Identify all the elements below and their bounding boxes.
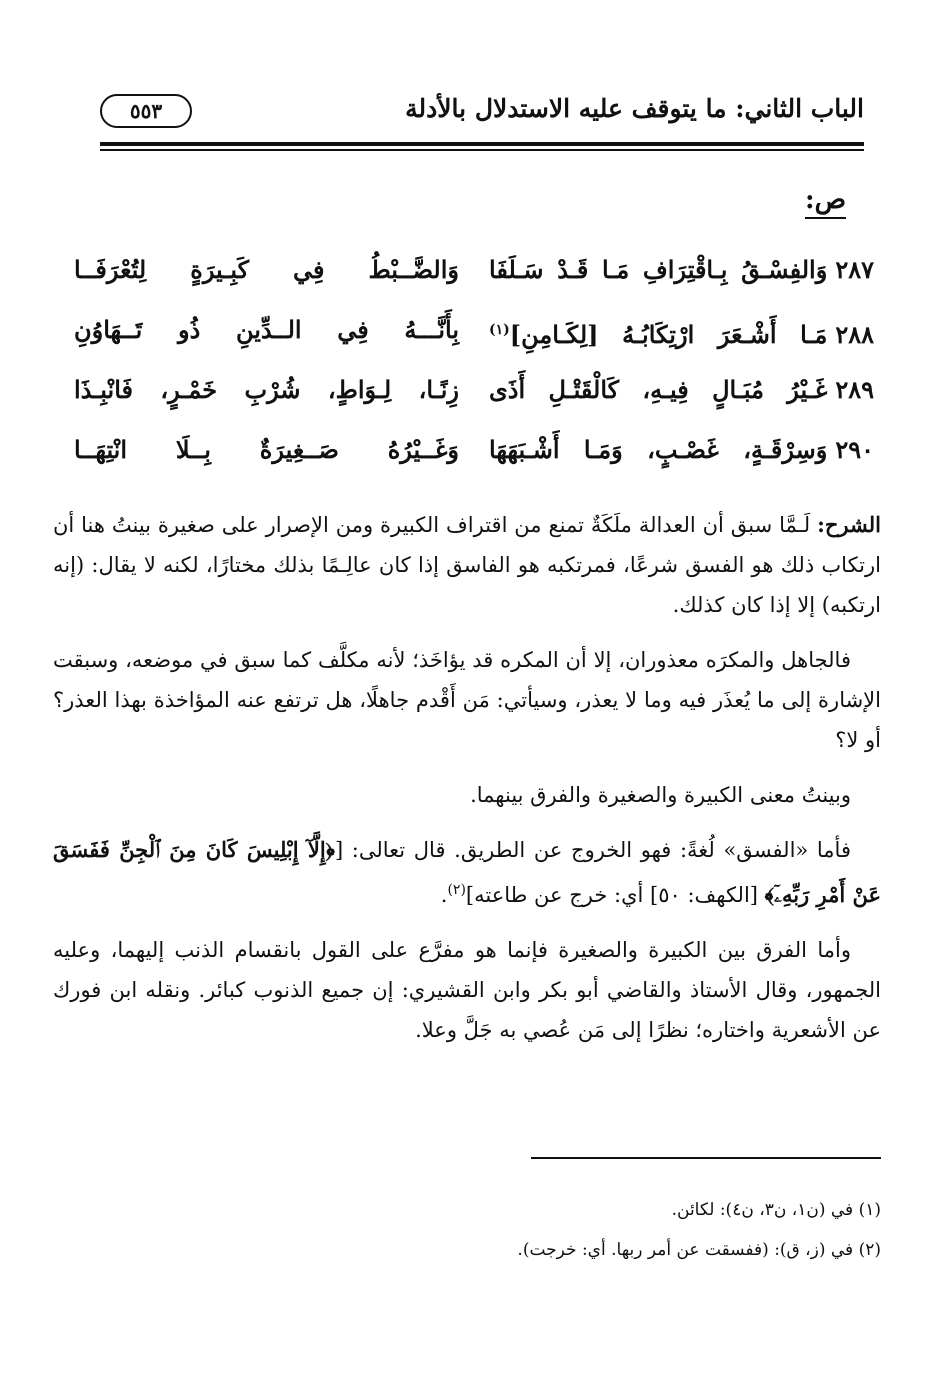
verse-block: [74, 250, 874, 490]
footnote: (١) في (ن١، ن٣، ن٤): لكائن.: [671, 1200, 881, 1220]
paragraph: فالجاهل والمكرَه معذوران، إلا أن المكره قد يؤاخَذ؛ لأنه مكلَّف كما سبق في موضعه، وسبقت الإشارة إلى ما يُعذَر فيه وما لا يعذر، وسيأتي: مَن أَقْدم جاهلًا، هل ترتفع عنه المؤاخذة بهذا العذر؟ أو لا؟: [53, 648, 881, 752]
verse-row: [74, 370, 874, 430]
header-rule-thin: [100, 149, 864, 151]
paragraph-text: لَـمَّا سبق أن العدالة ملَكَةٌ تمنع من اقتراف الكبيرة ومن الإصرار على صغيرة بينتُ هنا أن ارتكاب ذلك هو الفسق شرعًا، فمرتكبه هو الفاسق إذا كان عالِـمًا بذلك مختارًا، لكنه لا يقال: (إنه ارتكبه) إلا إذا كان كذلك.: [53, 513, 881, 617]
verse-first-text: وَالفِسْـقُ بِـاقْتِرَافِ مَـا قَـدْ سَـلَفَا: [489, 255, 828, 284]
footnote: (٢) في (ز، ق): (ففسقت عن أمر ربها. أي: خرجت).: [517, 1240, 881, 1260]
footnote-marker: (١): [489, 322, 510, 338]
verse-second-hemistich: وَالضَّــبْطُ فِي كَبِـيرَةٍ لِتُعْرَفَــا: [74, 255, 459, 284]
paragraph: وأما الفرق بين الكبيرة والصغيرة فإنما هو مفرَّع على القول بانقسام الذنب إليهما، وعليه الجمهور، وقال الأستاذ والقاضي أبو بكر وابن القشيري: إن جميع الذنوب كبائر. ونقله ابن فورك عن الأشعرية واختاره؛ نظرًا إلى مَن عُصي به جَلَّ وعلا.: [53, 938, 881, 1042]
verse-number: ٢٩٠: [835, 435, 874, 464]
footnote-marker: (٢): [447, 882, 466, 898]
chapter-title: الباب الثاني: ما يتوقف عليه الاستدلال بالأدلة: [405, 94, 864, 123]
paragraph: وبينتُ معنى الكبيرة والصغيرة والفرق بينهما.: [470, 783, 851, 807]
paragraph-text: فأما «الفسق» لُغةً: فهو الخروج عن الطريق. قال تعالى: [: [334, 838, 851, 862]
sharh-label: الشرح:: [817, 512, 881, 537]
verse-second-hemistich: زِنًـا، لِـوَاطٍ، شُرْبِ خَمْـرٍ، فَانْبِـذَا: [74, 375, 459, 404]
paragraph-text: .: [440, 883, 448, 907]
footnotes: [53, 1190, 881, 1270]
verse-row: [74, 250, 874, 310]
verse-first-text: غَـيْرُ مُبَـالٍ فِيـهِ، كَالْقَتْـلِ أَذَى: [489, 375, 828, 404]
paragraph-text: [الكهف: ٥٠] أي: خرج عن طاعته]: [465, 883, 765, 907]
commentary-body: [53, 505, 881, 1065]
verse-row: [74, 430, 874, 490]
footnote-rule: [531, 1157, 881, 1159]
matn-label: ص:: [805, 186, 846, 219]
verse-row: [74, 310, 874, 370]
paragraph: [53, 830, 881, 915]
verse-first-text: مَـا أَشْـعَرَ ارْتِكَابُـهُ [لِكَـامِنِ]: [509, 320, 828, 349]
verse-number: ٢٨٩: [835, 375, 874, 404]
verse-second-hemistich: وَغَــيْرُهُ صَــغِيرَةٌ بِــلَا انْتِهَــا: [74, 435, 459, 464]
verse-first-hemistich: [489, 370, 874, 410]
quran-verse: ﴿إِلَّآ إِبْلِيسَ كَانَ مِنَ ٱلْجِنِّ فَفَسَقَ عَنْ أَمْرِ رَبِّهِۦٓ﴾: [53, 837, 881, 907]
verse-first-hemistich: [489, 250, 874, 290]
verse-number: ٢٨٧: [835, 255, 874, 284]
verse-first-text: وَسِرْقَـةٍ، غَصْـبٍ، وَمَـا أَشْـبَهَهَا: [489, 435, 828, 464]
verse-number: ٢٨٨: [835, 320, 874, 349]
verse-first-hemistich: [489, 430, 874, 470]
page-header: [100, 94, 864, 140]
header-rule-thick: [100, 142, 864, 146]
paragraph: [53, 505, 881, 625]
verse-first-hemistich: [489, 310, 874, 355]
verse-second-hemistich: بِأَنَّـــهُ فِي الــدِّينِ ذُو تَــهَاوُنِ: [74, 315, 459, 344]
page-number-badge: ٥٥٣: [100, 94, 192, 128]
